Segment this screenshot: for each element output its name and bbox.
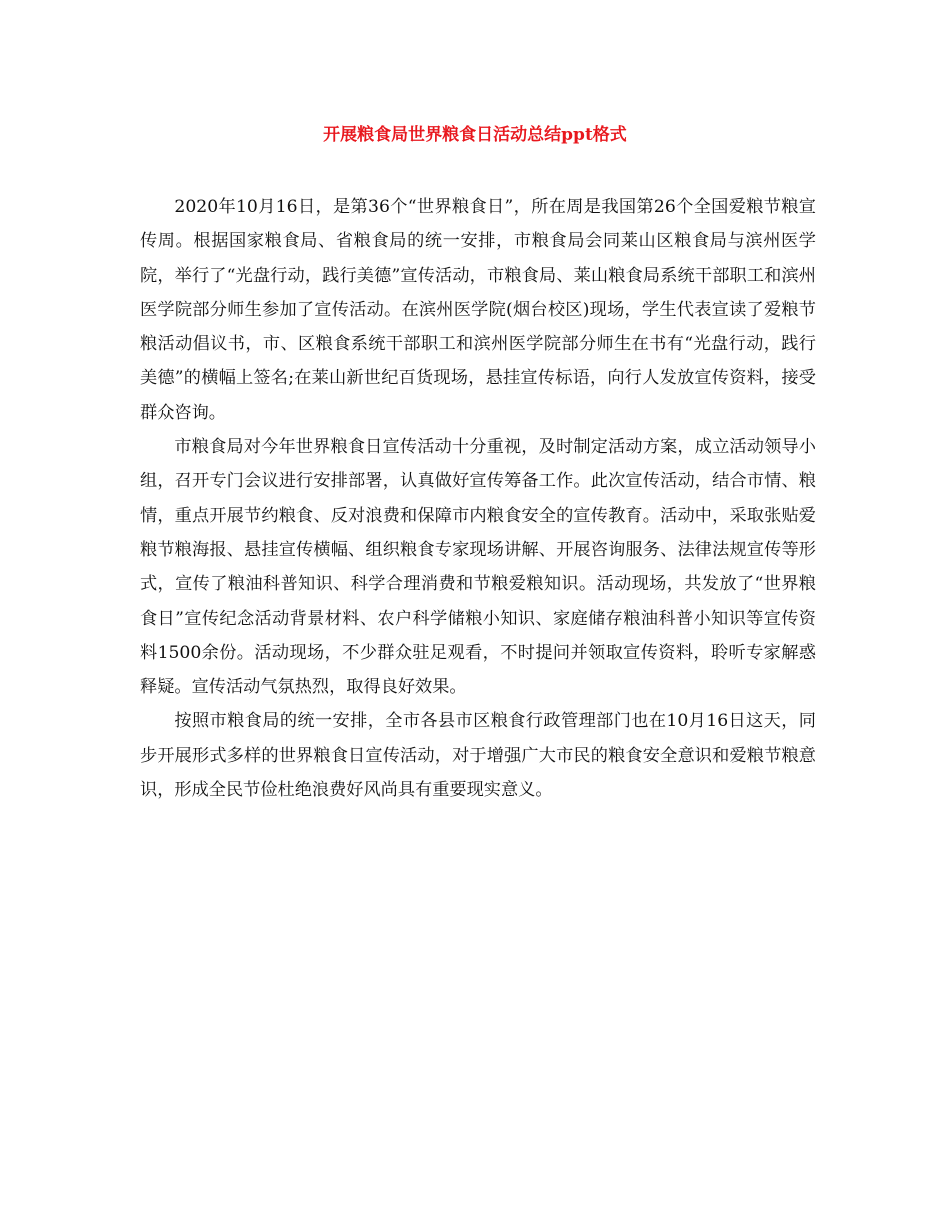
document-body: [140, 190, 816, 807]
paragraph-3: 按照市粮食局的统一安排，全市各县市区粮食行政管理部门也在10月16日这天，同步开展形式多样的世界粮食日宣传活动，对于增强广大市民的粮食安全意识和爱粮节粮意识，形成全民节俭杜绝浪费好风尚具有重要现实意义。: [140, 711, 816, 801]
document-title: 开展粮食局世界粮食日活动总结ppt格式: [323, 125, 627, 145]
paragraph-2: 市粮食局对今年世界粮食日宣传活动十分重视，及时制定活动方案，成立活动领导小组，召开专门会议进行安排部署，认真做好宣传筹备工作。此次宣传活动，结合市情、粮情，重点开展节约粮食、反对浪费和保障市内粮食安全的宣传教育。活动中，采取张贴爱粮节粮海报、悬挂宣传横幅、组织粮食专家现场讲解、开展咨询服务、法律法规宣传等形式，宣传了粮油科普知识、科学合理消费和节粮爱粮知识。活动现场，共发放了“世界粮食日”宣传纪念活动背景材料、农户科学储粮小知识、家庭储存粮油科普小知识等宣传资料1500余份。活动现场，不少群众驻足观看，不时提问并领取宣传资料，聆听专家解惑释疑。宣传活动气氛热烈，取得良好效果。: [140, 437, 816, 698]
paragraph-1: 2020年10月16日，是第36个“世界粮食日”，所在周是我国第26个全国爱粮节粮宣传周。根据国家粮食局、省粮食局的统一安排，市粮食局会同莱山区粮食局与滨州医学院，举行了“光盘行动，践行美德”宣传活动，市粮食局、莱山粮食局系统干部职工和滨州医学院部分师生参加了宣传活动。在滨州医学院(烟台校区)现场，学生代表宣读了爱粮节粮活动倡议书，市、区粮食系统干部职工和滨州医学院部分师生在书有“光盘行动，践行美德”的横幅上签名;在莱山新世纪百货现场，悬挂宣传标语，向行人发放宣传资料，接受群众咨询。: [140, 197, 816, 423]
